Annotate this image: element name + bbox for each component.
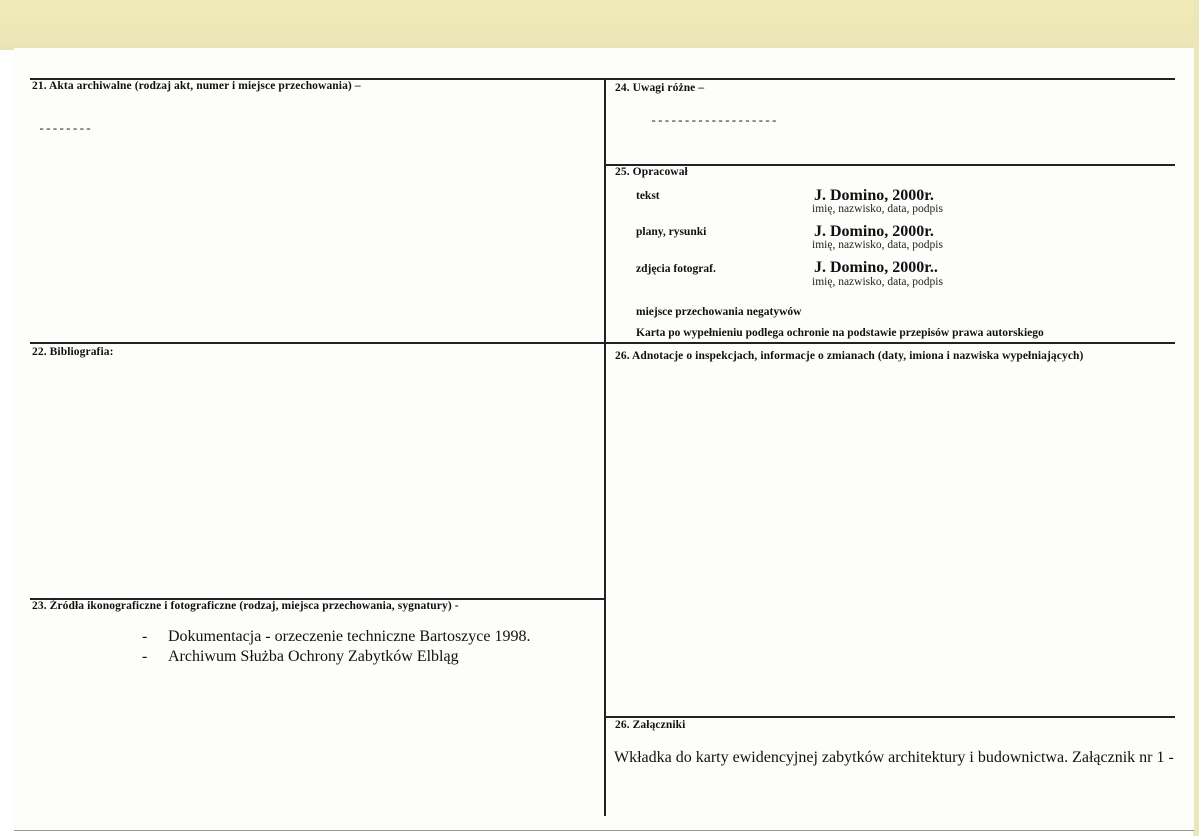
author-name-plans: J. Domino, 2000r. xyxy=(814,223,934,240)
author-caption-photos: imię, nazwisko, data, podpis xyxy=(812,276,943,288)
section-21-value: -------- xyxy=(38,122,92,136)
role-text: tekst xyxy=(636,190,660,202)
section-24-label: 24. Uwagi różne – xyxy=(615,82,705,94)
paper-background-strip xyxy=(0,0,1199,50)
attachment-description: Wkładka do karty ewidencyjnej zabytków architektury i budownictwa. Załącznik nr 1 - xyxy=(614,749,1174,766)
author-name-photos: J. Domino, 2000r.. xyxy=(814,259,938,276)
negatives-location-label: miejsce przechowania negatywów xyxy=(636,306,802,318)
divider-s22-top xyxy=(30,342,1175,344)
divider-s26b-top xyxy=(604,716,1175,718)
author-caption-plans: imię, nazwisko, data, podpis xyxy=(812,239,943,251)
section-23-label: 23. Źródła ikonograficzne i fotograficzne (rodzaj, miejsca przechowania, sygnatury) - xyxy=(32,600,459,612)
source-item-2: Archiwum Służba Ochrony Zabytków Elbląg xyxy=(168,648,459,665)
divider-center xyxy=(604,78,606,816)
author-name-text: J. Domino, 2000r. xyxy=(814,187,934,204)
section-24-value: ------------------- xyxy=(650,114,778,128)
section-26-attachments-label: 26. Załączniki xyxy=(615,719,686,731)
copyright-notice: Karta po wypełnieniu podlega ochronie na podstawie przepisów prawa autorskiego xyxy=(636,327,1044,339)
section-26-annotations-label: 26. Adnotacje o inspekcjach, informacje o zmianach (daty, imiona i nazwiska wypełniających) xyxy=(615,350,1084,362)
section-22-label: 22. Bibliografia: xyxy=(32,346,114,358)
record-card-sheet xyxy=(14,48,1194,831)
section-25-label: 25. Opracował xyxy=(615,166,688,178)
author-caption-text: imię, nazwisko, data, podpis xyxy=(812,203,943,215)
source-item-1: Dokumentacja - orzeczenie techniczne Bartoszyce 1998. xyxy=(168,628,531,645)
list-bullet: - xyxy=(142,628,148,645)
divider-s25-top xyxy=(604,164,1175,166)
role-photos: zdjęcia fotograf. xyxy=(636,263,716,275)
list-bullet: - xyxy=(142,648,148,665)
section-21-label: 21. Akta archiwalne (rodzaj akt, numer i miejsce przechowania) – xyxy=(32,80,361,92)
role-plans: plany, rysunki xyxy=(636,226,707,238)
